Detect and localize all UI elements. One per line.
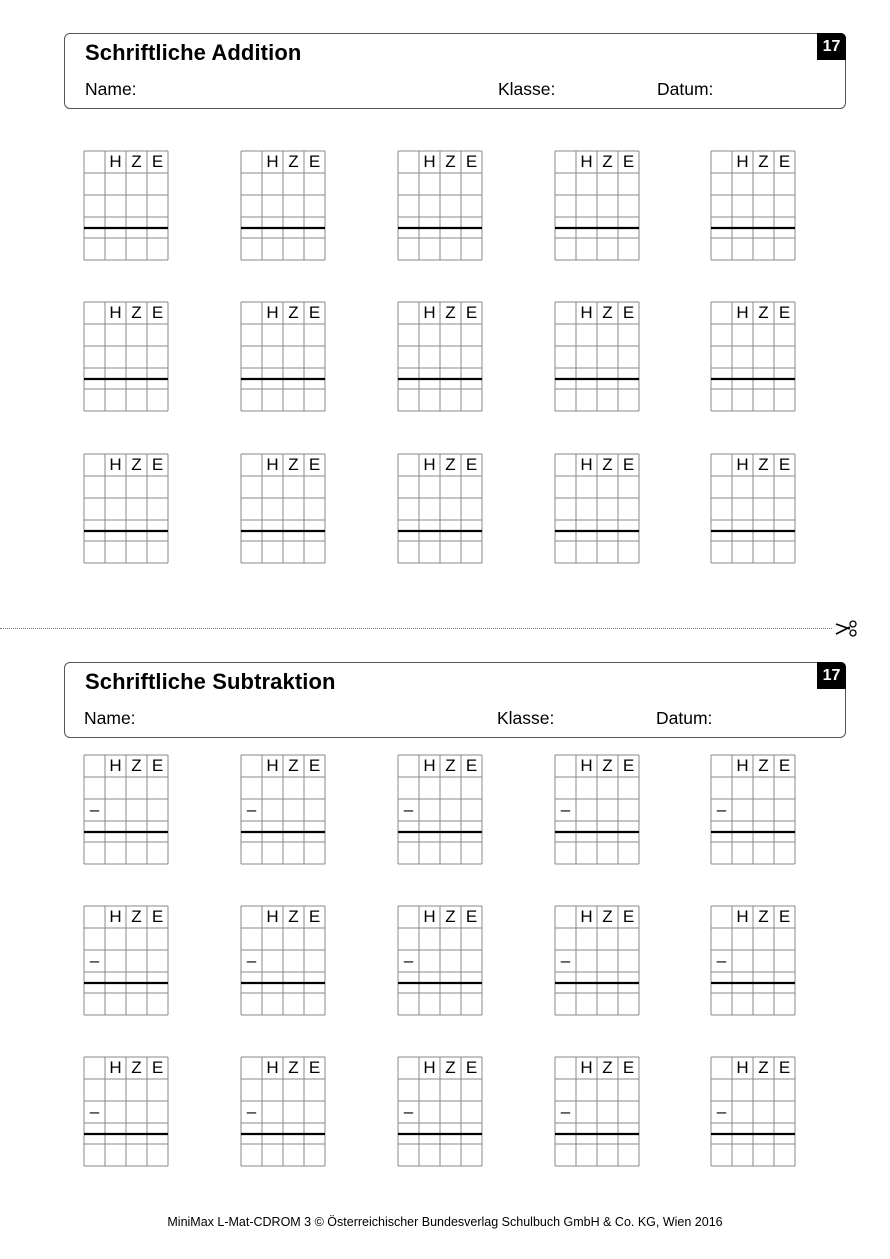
minus-sign: – <box>89 800 100 819</box>
column-header-z: Z <box>602 152 613 171</box>
minus-sign: – <box>716 1102 727 1121</box>
column-header-z: Z <box>758 455 769 474</box>
column-header-z: Z <box>758 1058 769 1077</box>
column-header-z: Z <box>288 455 299 474</box>
page-title: Schriftliche Addition <box>85 40 302 65</box>
cut-line <box>0 628 832 629</box>
class-label: Klasse: <box>497 708 555 728</box>
column-header-h: H <box>580 152 593 171</box>
column-header-e: E <box>151 756 164 775</box>
minus-sign: – <box>560 951 571 970</box>
column-header-e: E <box>308 1058 321 1077</box>
column-header-h: H <box>266 907 279 926</box>
class-label: Klasse: <box>498 79 556 99</box>
column-header-h: H <box>109 152 122 171</box>
hze-worksheet-grid[interactable] <box>555 302 640 411</box>
column-header-h: H <box>109 756 122 775</box>
date-label: Datum: <box>657 79 714 99</box>
column-header-e: E <box>151 907 164 926</box>
hze-worksheet-grid[interactable] <box>84 906 169 1015</box>
column-header-h: H <box>580 303 593 322</box>
column-header-z: Z <box>445 455 456 474</box>
column-header-z: Z <box>602 455 613 474</box>
column-header-z: Z <box>602 756 613 775</box>
column-header-z: Z <box>602 303 613 322</box>
column-header-e: E <box>465 455 478 474</box>
hze-worksheet-grid[interactable] <box>398 906 483 1015</box>
hze-worksheet-grid[interactable] <box>84 302 169 411</box>
column-header-e: E <box>151 303 164 322</box>
column-header-e: E <box>622 1058 635 1077</box>
page-number-badge: 17 <box>817 662 846 689</box>
hze-worksheet-grid[interactable] <box>241 302 326 411</box>
hze-worksheet-grid[interactable] <box>555 755 640 864</box>
column-header-e: E <box>778 455 791 474</box>
column-header-h: H <box>736 455 749 474</box>
column-header-e: E <box>622 303 635 322</box>
column-header-z: Z <box>445 907 456 926</box>
column-header-h: H <box>266 455 279 474</box>
column-header-z: Z <box>445 152 456 171</box>
hze-worksheet-grid[interactable] <box>84 454 169 563</box>
column-header-h: H <box>580 455 593 474</box>
hze-worksheet-grid[interactable] <box>84 1057 169 1166</box>
column-header-e: E <box>778 907 791 926</box>
scissors-icon <box>834 617 858 639</box>
column-header-e: E <box>778 303 791 322</box>
column-header-e: E <box>778 756 791 775</box>
hze-worksheet-grid[interactable] <box>711 906 796 1015</box>
minus-sign: – <box>403 800 414 819</box>
column-header-e: E <box>622 455 635 474</box>
column-header-z: Z <box>131 455 142 474</box>
hze-worksheet-grid[interactable] <box>241 151 326 260</box>
column-header-z: Z <box>288 1058 299 1077</box>
column-header-z: Z <box>131 907 142 926</box>
minus-sign: – <box>89 951 100 970</box>
hze-worksheet-grid[interactable] <box>555 906 640 1015</box>
hze-worksheet-grid[interactable] <box>711 1057 796 1166</box>
column-header-h: H <box>266 756 279 775</box>
column-header-h: H <box>736 152 749 171</box>
column-header-z: Z <box>758 303 769 322</box>
column-header-z: Z <box>288 907 299 926</box>
minus-sign: – <box>403 951 414 970</box>
hze-worksheet-grid[interactable] <box>398 755 483 864</box>
column-header-h: H <box>423 756 436 775</box>
minus-sign: – <box>89 1102 100 1121</box>
column-header-h: H <box>109 1058 122 1077</box>
column-header-e: E <box>622 756 635 775</box>
column-header-h: H <box>423 152 436 171</box>
hze-worksheet-grid[interactable] <box>241 454 326 563</box>
copyright-footer: MiniMax L-Mat-CDROM 3 © Österreichischer Bundesverlag Schulbuch GmbH & Co. KG, Wien 2016 <box>167 1215 723 1229</box>
column-header-h: H <box>423 455 436 474</box>
subtraction-header <box>64 662 846 738</box>
column-header-z: Z <box>131 756 142 775</box>
hze-worksheet-grid[interactable] <box>711 302 796 411</box>
column-header-h: H <box>109 303 122 322</box>
column-header-z: Z <box>288 152 299 171</box>
column-header-h: H <box>736 756 749 775</box>
column-header-z: Z <box>445 1058 456 1077</box>
column-header-h: H <box>109 907 122 926</box>
hze-worksheet-grid[interactable] <box>241 1057 326 1166</box>
column-header-e: E <box>622 907 635 926</box>
hze-worksheet-grid[interactable] <box>84 151 169 260</box>
column-header-h: H <box>423 907 436 926</box>
hze-worksheet-grid[interactable] <box>84 755 169 864</box>
column-header-h: H <box>736 907 749 926</box>
column-header-h: H <box>580 907 593 926</box>
column-header-z: Z <box>445 303 456 322</box>
minus-sign: – <box>716 800 727 819</box>
hze-worksheet-grid[interactable] <box>398 151 483 260</box>
column-header-z: Z <box>758 756 769 775</box>
column-header-e: E <box>622 152 635 171</box>
minus-sign: – <box>560 1102 571 1121</box>
page-number-badge: 17 <box>817 33 846 60</box>
hze-worksheet-grid[interactable] <box>711 454 796 563</box>
column-header-z: Z <box>758 152 769 171</box>
date-label: Datum: <box>656 708 713 728</box>
hze-worksheet-grid[interactable] <box>555 454 640 563</box>
column-header-z: Z <box>758 907 769 926</box>
column-header-h: H <box>109 455 122 474</box>
column-header-e: E <box>308 152 321 171</box>
column-header-h: H <box>266 303 279 322</box>
minus-sign: – <box>246 951 257 970</box>
column-header-h: H <box>580 1058 593 1077</box>
column-header-z: Z <box>131 1058 142 1077</box>
column-header-z: Z <box>131 152 142 171</box>
minus-sign: – <box>560 800 571 819</box>
name-label: Name: <box>84 708 136 728</box>
column-header-e: E <box>308 907 321 926</box>
minus-sign: – <box>246 1102 257 1121</box>
hze-worksheet-grid[interactable] <box>711 755 796 864</box>
hze-worksheet-grid[interactable] <box>711 151 796 260</box>
column-header-e: E <box>465 756 478 775</box>
hze-worksheet-grid[interactable] <box>398 1057 483 1166</box>
minus-sign: – <box>246 800 257 819</box>
hze-worksheet-grid[interactable] <box>241 755 326 864</box>
column-header-h: H <box>423 303 436 322</box>
name-label: Name: <box>85 79 137 99</box>
column-header-e: E <box>151 1058 164 1077</box>
column-header-h: H <box>266 152 279 171</box>
column-header-e: E <box>778 152 791 171</box>
column-header-h: H <box>736 1058 749 1077</box>
column-header-e: E <box>151 152 164 171</box>
column-header-h: H <box>423 1058 436 1077</box>
hze-worksheet-grid[interactable] <box>241 906 326 1015</box>
hze-worksheet-grid[interactable] <box>555 1057 640 1166</box>
column-header-z: Z <box>602 907 613 926</box>
column-header-e: E <box>308 756 321 775</box>
column-header-h: H <box>580 756 593 775</box>
column-header-e: E <box>308 303 321 322</box>
column-header-z: Z <box>288 756 299 775</box>
hze-worksheet-grid[interactable] <box>398 302 483 411</box>
column-header-e: E <box>465 152 478 171</box>
minus-sign: – <box>403 1102 414 1121</box>
minus-sign: – <box>716 951 727 970</box>
column-header-e: E <box>778 1058 791 1077</box>
column-header-e: E <box>465 1058 478 1077</box>
column-header-h: H <box>736 303 749 322</box>
column-header-e: E <box>465 303 478 322</box>
hze-worksheet-grid[interactable] <box>555 151 640 260</box>
column-header-z: Z <box>288 303 299 322</box>
column-header-z: Z <box>131 303 142 322</box>
hze-worksheet-grid[interactable] <box>398 454 483 563</box>
page-title: Schriftliche Subtraktion <box>85 669 336 694</box>
column-header-h: H <box>266 1058 279 1077</box>
addition-header <box>64 33 846 109</box>
column-header-e: E <box>151 455 164 474</box>
column-header-z: Z <box>445 756 456 775</box>
column-header-e: E <box>308 455 321 474</box>
column-header-e: E <box>465 907 478 926</box>
column-header-z: Z <box>602 1058 613 1077</box>
